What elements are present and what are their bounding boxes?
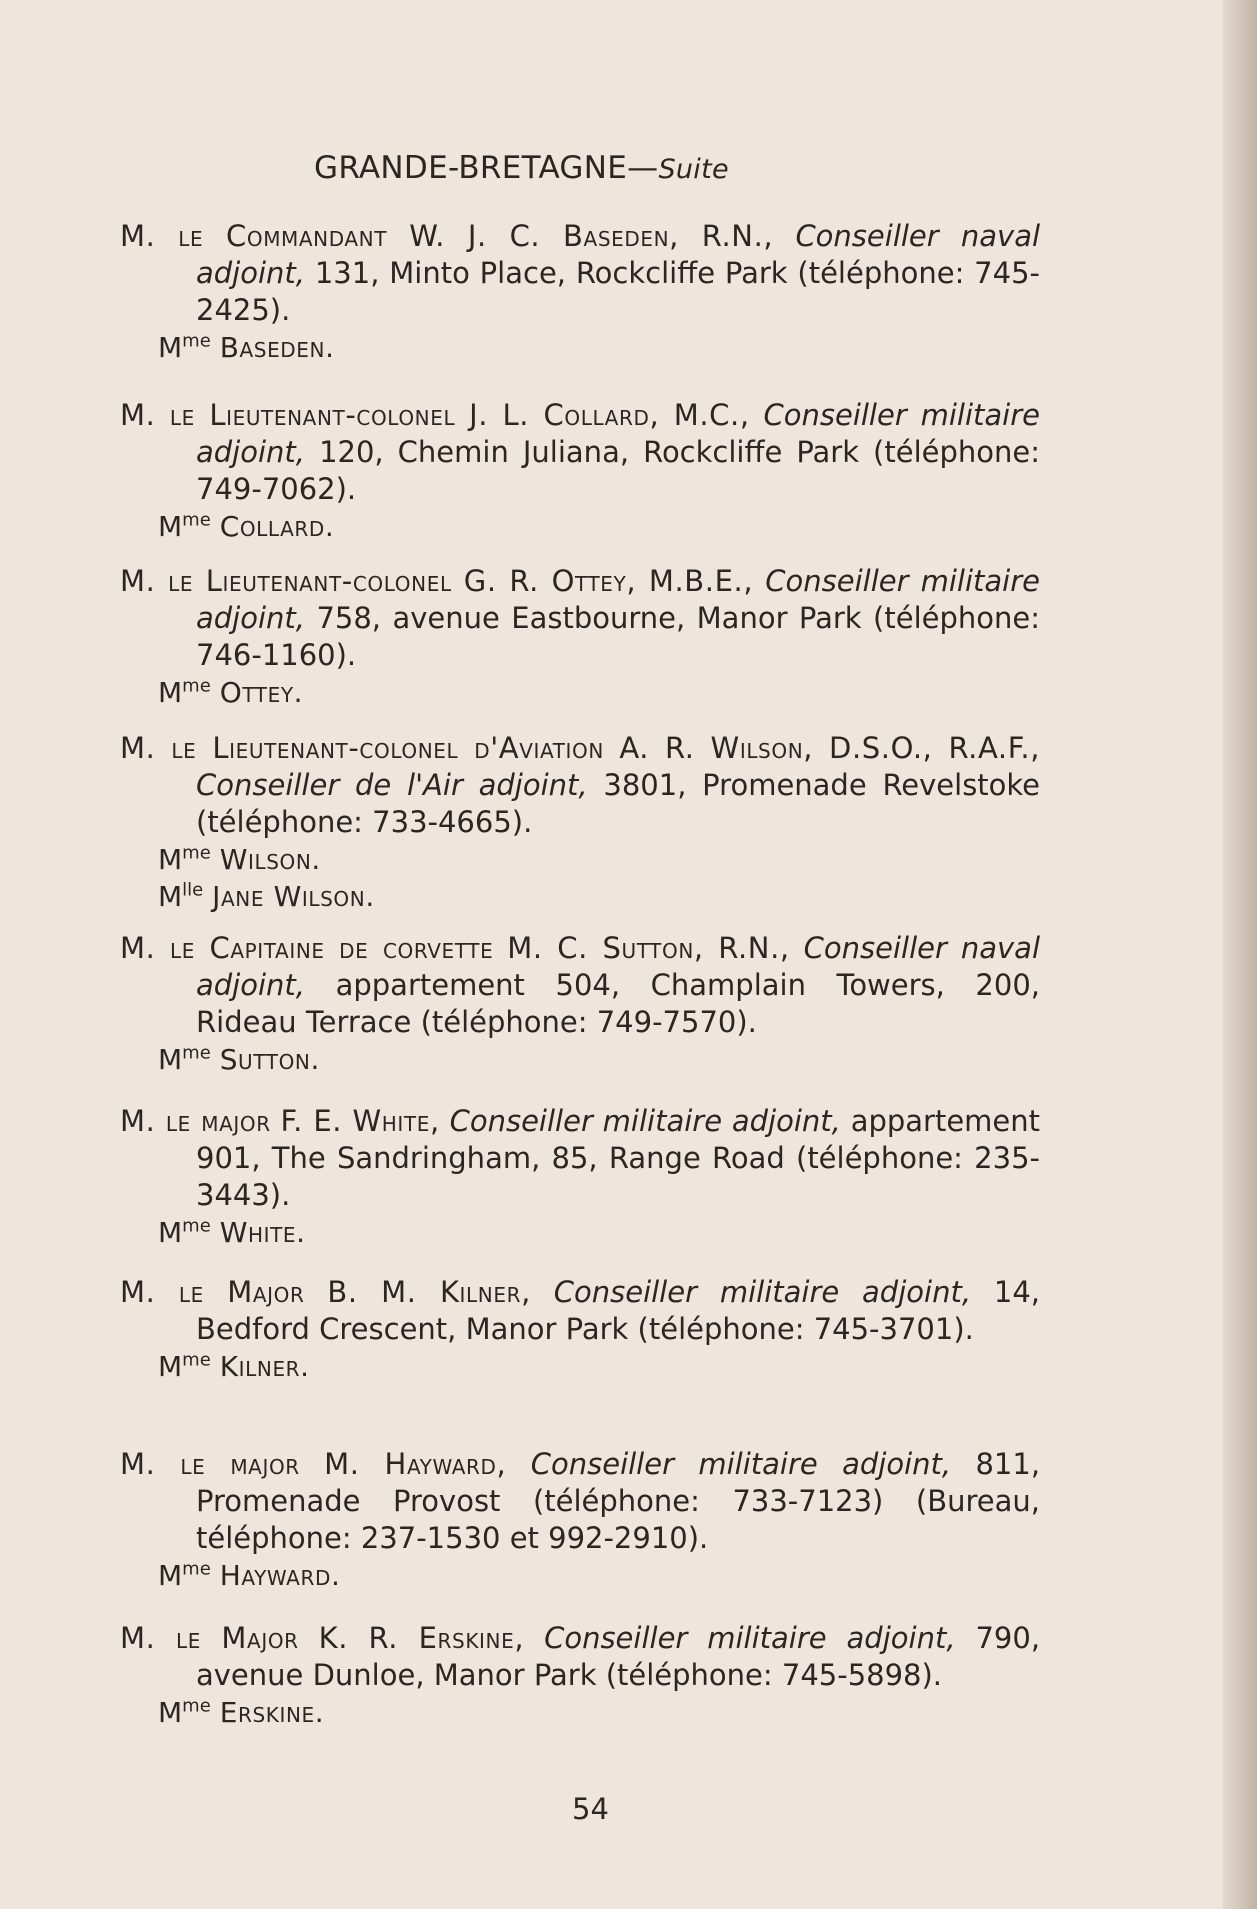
entry-role: Conseiller naval adjoint,: [196, 219, 1041, 290]
entry-role: Conseiller militaire adjoint,: [196, 398, 1040, 469]
entry-spouse: $M^{me}$ Collard.: [158, 509, 335, 543]
entry-prefix: M. le major: [120, 1104, 271, 1138]
entry-address: 3801, Promenade Revelstoke (téléphone: 733-4665).: [196, 768, 1041, 839]
entry-spouse: $M^{me}$ Wilson.: [158, 842, 321, 876]
list-item: [120, 218, 1040, 366]
entry-spouse: $M^{me}$ Ottey.: [158, 675, 304, 709]
entry-role: Conseiller naval adjoint,: [196, 931, 1041, 1002]
entry-name: A. R. Wilson, D.S.O., R.A.F.,: [619, 731, 1041, 765]
entry-prefix: M. le Major: [120, 1275, 305, 1309]
entry-address: 758, avenue Eastbourne, Manor Park (téléphone: 746-1160).: [196, 601, 1040, 672]
list-item: [120, 930, 1040, 1078]
entry-role: Conseiller militaire adjoint,: [449, 1104, 841, 1138]
entry-spouse: $M^{me}$ Hayward.: [158, 1558, 341, 1592]
entry-text: [120, 1103, 1040, 1214]
entry-name: M. C. Sutton, R.N.,: [507, 931, 790, 965]
entry-text: [120, 930, 1040, 1041]
page-edge-shadow: [1223, 0, 1257, 1909]
entry-name: K. R. Erskine,: [318, 1621, 525, 1655]
entry-address: appartement 901, The Sandringham, 85, Range Road (téléphone: 235-3443).: [196, 1104, 1041, 1212]
list-item: [120, 1103, 1040, 1251]
entry-name: M. Hayward,: [324, 1447, 507, 1481]
page-number: 54: [572, 1792, 609, 1826]
entry-role: Conseiller militaire adjoint,: [196, 564, 1040, 635]
entry-spouse: $M^{me}$ Erskine.: [158, 1695, 325, 1729]
entry-prefix: M. le Major: [120, 1621, 299, 1655]
entry-prefix: M. le Capitaine de corvette: [120, 931, 494, 965]
heading-title: GRANDE-BRETAGNE—: [314, 150, 659, 186]
entry-address: 790, avenue Dunloe, Manor Park (téléphone: 745-5898).: [196, 1621, 1041, 1692]
entry-name: W. J. C. Baseden, R.N.,: [409, 219, 774, 253]
entry-text: [120, 563, 1040, 674]
entry-text: [120, 218, 1040, 329]
entry-text: [120, 1446, 1040, 1557]
list-item: [120, 730, 1040, 915]
entry-spouse: $M^{me}$ Kilner.: [158, 1349, 310, 1383]
page-heading: [314, 150, 834, 186]
entry-spouse: $M^{me}$ Sutton.: [158, 1042, 320, 1076]
list-item: [120, 1446, 1040, 1594]
entry-role: Conseiller de l'Air adjoint,: [196, 768, 588, 802]
entry-name: B. M. Kilner,: [327, 1275, 531, 1309]
entry-text: [120, 730, 1040, 841]
list-item: [120, 563, 1040, 711]
entry-address: appartement 504, Champlain Towers, 200, Rideau Terrace (téléphone: 749-7570).: [196, 968, 1041, 1039]
entry-text: [120, 1274, 1040, 1348]
list-item: [120, 1620, 1040, 1731]
entry-text: [120, 1620, 1040, 1694]
entry-address: 131, Minto Place, Rockcliffe Park (téléphone: 745-2425).: [196, 256, 1041, 327]
entry-role: Conseiller militaire adjoint,: [544, 1621, 956, 1655]
entry-address: 811, Promenade Provost (téléphone: 733-7123) (Bureau, téléphone: 237-1530 et 992-2910).: [196, 1447, 1041, 1555]
entry-prefix: M. le Lieutenant-colonel: [120, 398, 456, 432]
entry-name: F. E. White,: [280, 1104, 440, 1138]
entry-prefix: M. le Lieutenant-colonel d'Aviation: [120, 731, 604, 765]
entry-spouse: $M^{lle}$ Jane Wilson.: [158, 879, 375, 913]
entry-spouse: $M^{me}$ White.: [158, 1215, 306, 1249]
entry-name: G. R. Ottey, M.B.E.,: [463, 564, 754, 598]
list-item: [120, 397, 1040, 545]
entry-role: Conseiller militaire adjoint,: [530, 1447, 952, 1481]
entry-role: Conseiller militaire adjoint,: [553, 1275, 972, 1309]
entry-prefix: M. le major: [120, 1447, 300, 1481]
entry-prefix: M. le Commandant: [120, 219, 388, 253]
entry-name: J. L. Collard, M.C.,: [469, 398, 750, 432]
entry-prefix: M. le Lieutenant-colonel: [120, 564, 452, 598]
entry-address: 120, Chemin Juliana, Rockcliffe Park (téléphone: 749-7062).: [196, 435, 1040, 506]
heading-suite: Suite: [658, 154, 729, 185]
entry-spouse: $M^{me}$ Baseden.: [158, 330, 335, 364]
entry-text: [120, 397, 1040, 508]
list-item: [120, 1274, 1040, 1385]
entry-address: 14, Bedford Crescent, Manor Park (téléphone: 745-3701).: [196, 1275, 1040, 1346]
